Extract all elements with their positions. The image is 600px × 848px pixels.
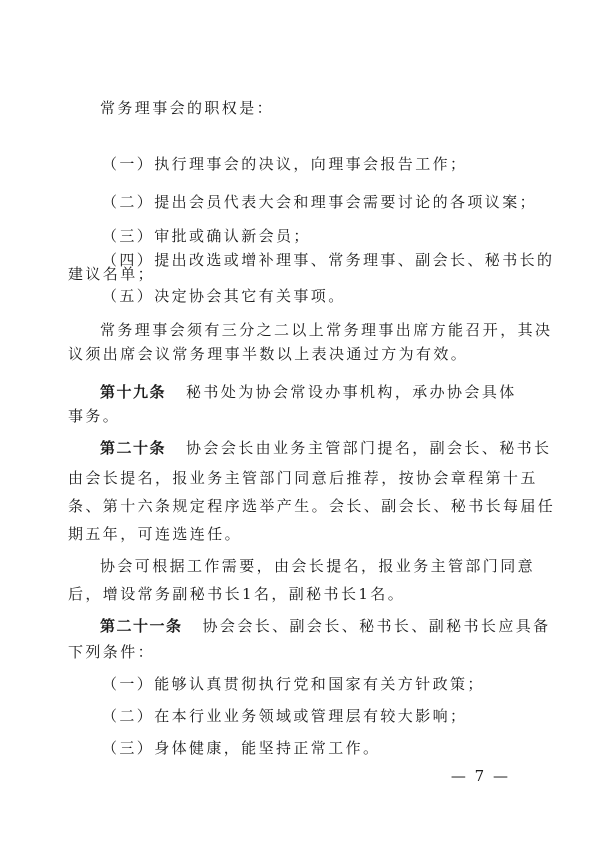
paragraph-line: 下列条件： [68, 643, 156, 661]
paragraph-line: 后，增设常务副秘书长1名，副秘书长1名。 [68, 585, 406, 603]
paragraph-line: （二）在本行业业务领域或管理层有较大影响； [102, 707, 468, 725]
paragraph-line: 事务。 [68, 407, 121, 425]
paragraph-line: 由会长提名，报业务主管部门同意后推荐，按协会章程第十五 [68, 469, 538, 487]
article-19-text: 秘书处为协会常设办事机构，承办协会具体 [186, 383, 517, 401]
article-20-text: 协会会长由业务主管部门提名，副会长、秘书长 [186, 439, 552, 457]
paragraph-line: 常务理事会须有三分之二以上常务理事出席方能召开，其决 [100, 321, 553, 339]
paragraph-line: （五）决定协会其它有关事项。 [102, 287, 346, 305]
article-21-heading: 第二十一条 [100, 617, 183, 635]
article-19-line [100, 382, 517, 402]
paragraph-line: （四）提出改选或增补理事、常务理事、副会长、秘书长的 [102, 251, 555, 269]
article-20-heading: 第二十条 [100, 439, 167, 457]
paragraph-line: （三）审批或确认新会员； [102, 227, 311, 245]
paragraph-line: （二）提出会员代表大会和理事会需要讨论的各项议案； [102, 193, 538, 211]
paragraph-line: 协会可根据工作需要，由会长提名，报业务主管部门同意 [100, 557, 536, 575]
paragraph-line: （一）能够认真贯彻执行党和国家有关方针政策； [102, 675, 485, 693]
article-20-line [100, 438, 551, 458]
article-21-line [100, 616, 551, 636]
paragraph-line: 议须出席会议常务理事半数以上表决通过方为有效。 [68, 345, 469, 363]
page-number: — 7 — [450, 767, 510, 785]
paragraph-line: （三）身体健康，能坚持正常工作。 [102, 739, 381, 757]
paragraph-line: 常务理事会的职权是： [100, 99, 275, 117]
article-21-text: 协会会长、副会长、秘书长、副秘书长应具备 [202, 617, 551, 635]
paragraph-line: 条、第十六条规定程序选举产生。会长、副会长、秘书长每届任 [68, 497, 556, 515]
paragraph-line: 期五年，可连选连任。 [68, 525, 243, 543]
paragraph-line: 建议名单； [68, 265, 156, 283]
article-19-heading: 第十九条 [100, 383, 167, 401]
paragraph-line: （一）执行理事会的决议，向理事会报告工作； [102, 155, 468, 173]
